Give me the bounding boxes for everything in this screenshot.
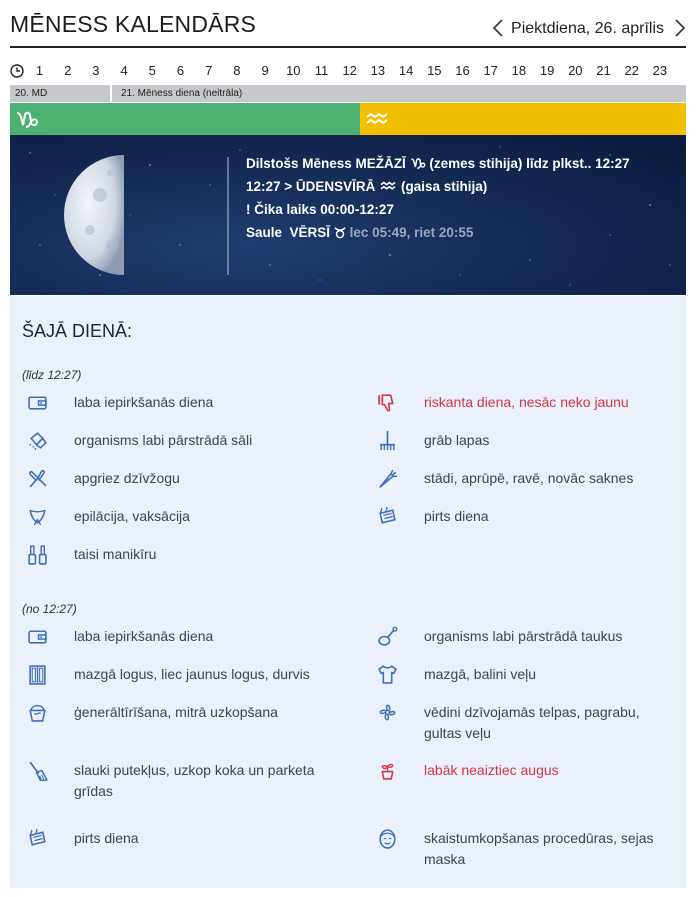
moon-sign-line: Dilstošs Mēness MEŽĀZĪ (246, 156, 406, 171)
period-label: (līdz 12:27) (22, 368, 82, 382)
fan-icon (374, 702, 400, 726)
hour-label: 20 (568, 63, 583, 78)
advice-item (374, 664, 674, 688)
advice-item (374, 702, 674, 744)
advice-item (24, 760, 344, 802)
hour-label: 10 (286, 63, 301, 78)
advice-item (374, 760, 674, 784)
hour-label: 3 (92, 63, 100, 78)
advice-item (24, 626, 344, 650)
advice-text: mazgā, balini veļu (424, 666, 537, 682)
advice-item (24, 430, 344, 454)
clock-icon (10, 64, 24, 78)
moon-info-panel (10, 135, 686, 295)
hour-label: 7 (205, 63, 213, 78)
hour-label: 6 (176, 63, 185, 78)
hour-label: 9 (261, 63, 269, 78)
hour-label: 14 (398, 63, 414, 78)
period-label: (no 12:27) (22, 602, 77, 616)
plant-pot-icon (374, 760, 400, 784)
advice-text: pirts diena (74, 830, 139, 846)
hour-label: 23 (652, 63, 668, 78)
chevron-right-icon (674, 19, 686, 37)
window-icon (24, 664, 50, 688)
today-title: ŠAJĀ DIENĀ: (22, 321, 133, 341)
advice-item (374, 626, 674, 650)
hour-scale (10, 60, 686, 84)
advice-item (24, 392, 344, 416)
hour-label: 8 (233, 63, 241, 78)
previous-lunar-day: 20. MD (15, 88, 48, 99)
hour-label: 4 (120, 63, 128, 78)
moon-next-sign-line: 12:27 > ŪDENSVĪRĀ (246, 179, 376, 194)
advice-item (24, 506, 344, 530)
hour-label: 18 (511, 63, 527, 78)
hour-label: 15 (427, 63, 442, 78)
hour-label: 21 (596, 63, 611, 78)
advice-text: slauki putekļus, uzkop koka un parketa grīdas (74, 762, 315, 799)
previous-day-button[interactable] (488, 18, 508, 38)
advice-item (374, 468, 674, 492)
wallet-icon (24, 392, 50, 416)
nail-polish-icon (24, 544, 50, 568)
zodiac-bar (10, 103, 686, 135)
hour-label: 11 (314, 63, 329, 78)
shirt-icon (374, 664, 400, 688)
advice-item (374, 506, 674, 530)
header (10, 0, 686, 48)
advice-text: laba iepirkšanās diena (74, 628, 214, 644)
void-of-course-time: ! Čika laiks 00:00-12:27 (246, 202, 394, 217)
zodiac-segment-capricorn (10, 103, 360, 135)
carrot-icon (374, 468, 400, 492)
hour-label: 12 (342, 63, 357, 78)
advice-text: grāb lapas (424, 432, 490, 448)
broom-icon (24, 760, 50, 784)
today-section (10, 296, 686, 888)
thumbs-down-icon (374, 392, 400, 416)
advice-text: epilācija, vaksācija (74, 508, 190, 524)
advice-text: pirts diena (424, 508, 489, 524)
page-title: MĒNESS KALENDĀRS (10, 11, 257, 37)
moon-next-sign-element: (gaisa stihija) (400, 179, 488, 194)
sauna-icon (374, 506, 400, 530)
taurus-icon (334, 226, 346, 239)
advice-item (24, 702, 344, 726)
pruning-shears-icon (24, 468, 50, 492)
hour-label: 16 (455, 63, 470, 78)
advice-text: mazgā logus, liec jaunus logus, durvis (74, 666, 310, 682)
salt-icon (24, 430, 50, 454)
capricorn-icon (410, 156, 426, 170)
moon-phase-icon (60, 145, 180, 285)
meat-icon (374, 626, 400, 650)
next-day-button[interactable] (670, 18, 690, 38)
bucket-icon (24, 702, 50, 726)
advice-text: apgriez dzīvžogu (74, 470, 180, 486)
hour-label: 17 (483, 63, 498, 78)
zodiac-segment-aquarius (360, 103, 686, 135)
wallet-icon (24, 626, 50, 650)
bikini-icon (24, 506, 50, 530)
lunar-day-bar (10, 85, 686, 102)
rake-icon (374, 430, 400, 454)
aquarius-icon (379, 179, 397, 193)
aquarius-icon (365, 109, 389, 129)
advice-item (374, 392, 674, 416)
advice-text: stādi, aprūpē, ravē, novāc saknes (424, 470, 634, 486)
current-date: Piektdiena, 26. aprīlis (511, 20, 664, 37)
advice-text: taisi manikīru (74, 546, 157, 562)
hour-label: 1 (35, 63, 44, 78)
advice-text: laba iepirkšanās diena (74, 394, 214, 410)
face-mask-icon (374, 828, 400, 852)
sun-label: Saule (246, 225, 283, 240)
hour-label: 2 (64, 63, 72, 78)
hour-label: 19 (539, 63, 555, 78)
advice-text: skaistumkopšanas procedūras, sejas maska (424, 830, 654, 867)
advice-item (24, 468, 344, 492)
advice-item (24, 544, 344, 568)
advice-text: organisms labi pārstrādā taukus (424, 628, 623, 644)
capricorn-icon (15, 109, 39, 129)
hour-label: 22 (624, 63, 639, 78)
sun-times: lec 05:49, riet 20:55 (349, 225, 474, 240)
sun-sign: VĒRSĪ (289, 225, 331, 240)
advice-item (374, 828, 674, 870)
advice-text: ģenerāltīrīšana, mitrā uzkopšana (74, 704, 278, 720)
current-lunar-day: 21. Mēness diena (neitrāla) (121, 88, 243, 99)
sauna-icon (24, 828, 50, 852)
advice-text: vēdini dzīvojamās telpas, pagrabu, gultas veļu (424, 704, 640, 741)
advice-item (24, 828, 344, 852)
moon-sign-until: (zemes stihija) līdz plkst.. 12:27 (429, 156, 630, 171)
moon-details (246, 155, 630, 247)
advice-text: riskanta diena, nesāc neko jaunu (424, 394, 629, 410)
hour-label: 13 (370, 63, 386, 78)
advice-text: organisms labi pārstrādā sāli (74, 432, 253, 448)
advice-text: labāk neaiztiec augus (424, 762, 559, 778)
advice-item (24, 664, 344, 688)
advice-item (374, 430, 674, 454)
hour-label: 5 (148, 63, 156, 78)
chevron-left-icon (492, 19, 504, 37)
